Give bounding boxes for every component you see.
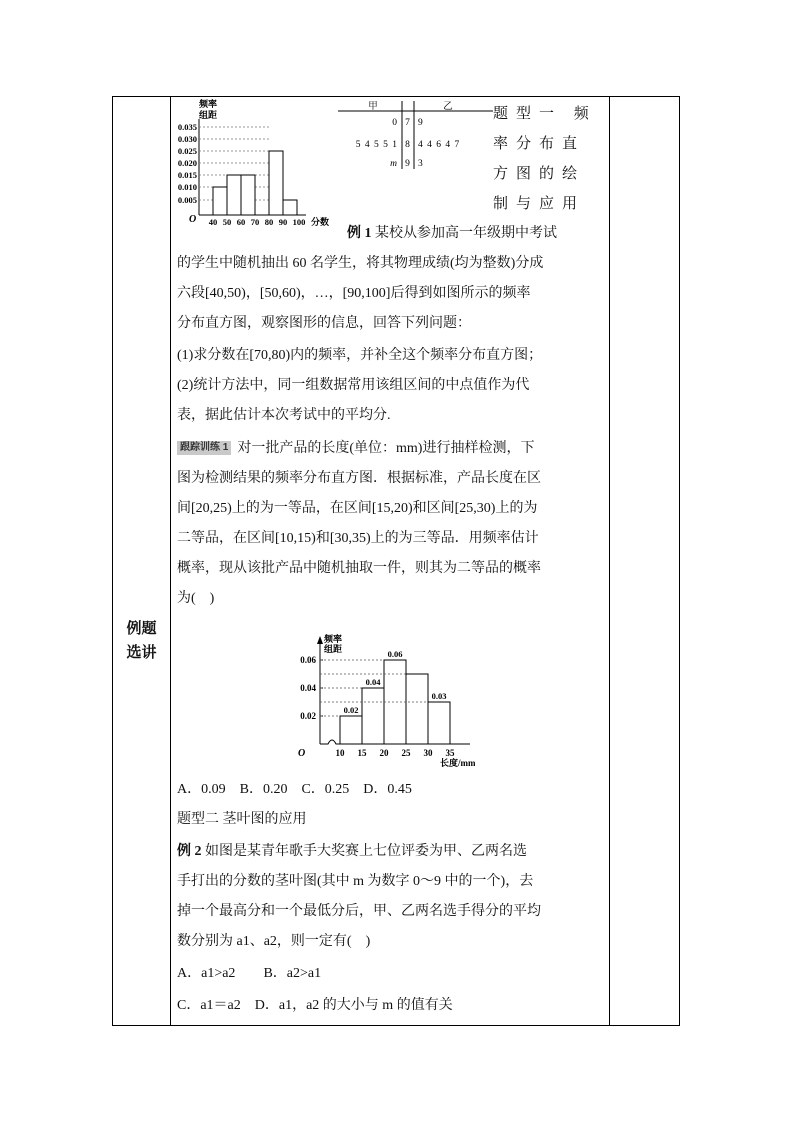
stemleaf-right-leaves: 9 — [418, 118, 424, 128]
stem-leaf-plot — [328, 99, 498, 171]
example2-options-ab — [177, 959, 611, 989]
stemleaf-right-leaves: 4 4 6 4 7 — [418, 140, 461, 150]
example1-text: 某校从参加高一年级期中考试 — [375, 226, 557, 241]
fig1-ylabel-top: 频率 — [199, 99, 218, 109]
fig2-xtick: 15 — [357, 748, 367, 758]
fig2-bar — [406, 674, 428, 744]
fig1-bar — [227, 175, 241, 215]
fig2-ytick: 0.04 — [300, 683, 316, 693]
example1-line3: 六段[40,50)，[50,60)，…，[90,100]后得到如图所示的频率 — [177, 286, 531, 301]
stemleaf-right-leaves: 3 — [418, 159, 424, 169]
fig2-xlabel: 长度/mm — [440, 758, 475, 767]
fig1-xtick: 70 — [250, 217, 260, 227]
training1-text: 对一批产品的长度(单位：mm)进行抽样检测，下 — [237, 441, 535, 456]
fig2-ytick: 0.06 — [300, 655, 316, 665]
length-histogram-figure — [275, 632, 475, 767]
fig1-ylabel-bottom: 组距 — [199, 110, 218, 120]
fig1-xlabel: 分数 — [311, 217, 330, 227]
lesson-table — [112, 96, 680, 1026]
example2-option-c: C．a1＝a2 — [177, 998, 241, 1013]
fig2-bar — [384, 660, 406, 744]
stemleaf-left-leaves: 0 — [392, 118, 398, 128]
example1-question2-line1: (2)统计方法中，同一组数据常用该组区间的中点值作为代 — [177, 378, 530, 393]
fig2-xtick: 30 — [423, 748, 433, 758]
fig1-ytick: 0.005 — [177, 195, 197, 205]
example2-line2: 手打出的分数的茎叶图(其中 m 为数字 0～9 中的一个)，去 — [177, 874, 534, 889]
stemleaf-left-leaves: m — [390, 159, 398, 169]
fig2-bar-label: 0.06 — [387, 649, 403, 659]
example2-label: 例 2 — [177, 844, 202, 859]
fig1-bar — [269, 151, 283, 215]
training1-badge: 跟踪训练 1 — [177, 441, 231, 455]
fig2-bar-label: 0.02 — [343, 705, 359, 715]
fig1-ytick: 0.020 — [177, 158, 197, 168]
training1-line4: 二等品，在区间[10,15)和[30,35)上的为三等品．用频率估计 — [177, 531, 539, 546]
fig1-xtick: 100 — [292, 217, 306, 227]
fig2-xtick: 35 — [445, 748, 455, 758]
fig1-ytick: 0.030 — [177, 134, 197, 144]
fig1-origin: O — [189, 214, 197, 225]
fig2-y-arrow — [317, 636, 323, 644]
score-histogram-figure — [171, 97, 341, 232]
section-label-line2: 选讲 — [126, 644, 157, 661]
example2-option-d: D．a1，a2 的大小与 m 的值有关 — [254, 998, 453, 1013]
fig1-bar — [213, 187, 227, 215]
fig1-ytick: 0.010 — [177, 182, 197, 192]
type2-heading: 题型二 茎叶图的应用 — [177, 812, 307, 827]
stemleaf-stem: 9 — [405, 159, 411, 169]
stemleaf-stem: 8 — [405, 140, 411, 150]
example2-text: 如图是某青年歌手大奖赛上七位评委为甲、乙两名选 — [205, 844, 527, 859]
fig2-ylabel-bottom: 组距 — [324, 644, 343, 654]
example2-options-cd — [177, 991, 611, 1021]
type1-heading: 题型一 频率分布直方图的绘制与应用 — [493, 106, 597, 212]
stemleaf-stem: 7 — [405, 118, 411, 128]
fig1-ytick: 0.025 — [177, 146, 197, 156]
fig2-bar-label: 0.04 — [365, 677, 381, 687]
example1-line2: 的学生中随机抽出 60 名学生，将其物理成绩(均为整数)分成 — [177, 256, 544, 271]
example2-option-a: A．a1>a2 — [177, 966, 236, 981]
example1-question2-line2: 表，据此估计本次考试中的平均分. — [177, 408, 391, 423]
fig2-origin: O — [298, 748, 306, 759]
training1-line1 — [177, 434, 611, 464]
training1-line2: 图为检测结果的频率分布直方图．根据标准，产品长度在区 — [177, 471, 541, 486]
fig2-xtick: 25 — [401, 748, 411, 758]
fig1-ytick: 0.035 — [177, 122, 197, 132]
section-label — [113, 617, 170, 665]
fig1-xtick: 40 — [208, 217, 218, 227]
fig2-xtick: 10 — [335, 748, 345, 758]
training1-options: A．0.09 B．0.20 C．0.25 D．0.45 — [177, 782, 412, 797]
training1-line3: 间[20,25)上的为一等品，在区间[15,20)和区间[25,30)上的为 — [177, 501, 538, 516]
fig2-ylabel-top: 频率 — [324, 634, 343, 644]
stemleaf-left-header: 甲 — [368, 102, 378, 112]
fig2-bar — [428, 702, 450, 744]
fig2-xtick: 20 — [379, 748, 389, 758]
section-label-line1: 例题 — [126, 620, 157, 637]
fig1-bar — [241, 175, 255, 215]
fig2-bar — [362, 688, 384, 744]
fig1-bar — [283, 200, 297, 215]
fig2-bar — [340, 716, 362, 744]
stemleaf-left-leaves: 5 4 5 5 1 — [355, 140, 398, 150]
stemleaf-right-header: 乙 — [443, 102, 453, 112]
fig2-ytick: 0.02 — [300, 711, 316, 721]
example1-label: 例 1 — [347, 226, 372, 241]
example2-line4: 数分别为 a1、a2，则一定有( ) — [177, 934, 371, 949]
fig1-xtick: 60 — [236, 217, 246, 227]
training1-line5: 概率，现从该批产品中随机抽取一件，则其为二等品的概率 — [177, 561, 541, 576]
example1-line4: 分布直方图，观察图形的信息，回答下列问题： — [177, 316, 471, 331]
example1-question1: (1)求分数在[70,80)内的频率，并补全这个频率分布直方图； — [177, 348, 543, 363]
example1-line1 — [347, 219, 611, 249]
fig1-ytick: 0.015 — [177, 170, 197, 180]
fig1-xtick: 50 — [222, 217, 232, 227]
fig1-xtick: 90 — [278, 217, 288, 227]
fig1-xtick: 80 — [264, 217, 274, 227]
example2-line3: 掉一个最高分和一个最低分后，甲、乙两名选手得分的平均 — [177, 904, 541, 919]
example2-option-b: B．a2>a1 — [263, 966, 322, 981]
column-divider-left — [170, 97, 171, 1025]
training1-line6: 为( ) — [177, 591, 215, 606]
example2-line1 — [177, 837, 611, 867]
fig2-bar-label: 0.03 — [431, 691, 447, 701]
